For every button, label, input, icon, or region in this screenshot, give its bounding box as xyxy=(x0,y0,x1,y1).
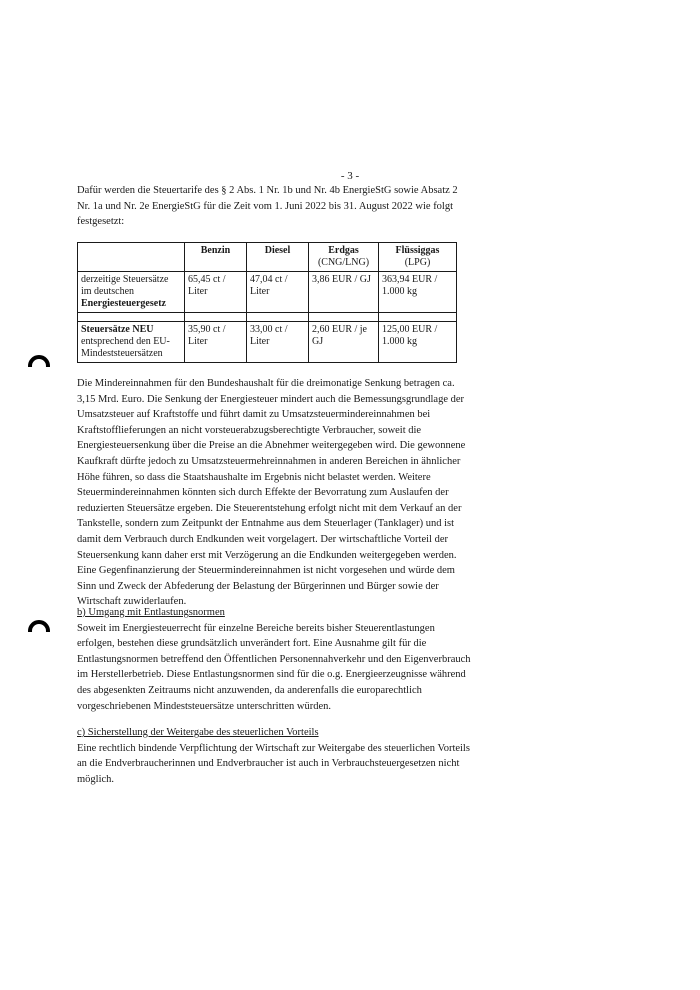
cell-new-diesel: 33,00 ct / Liter xyxy=(247,322,309,363)
cell-current-erdgas: 3,86 EUR / GJ xyxy=(309,272,379,313)
row-label-current-text: derzeitige Steuersätze im deutschen xyxy=(81,274,169,297)
table-header-erdgas xyxy=(309,243,379,272)
cell-current-benzin: 65,45 ct / Liter xyxy=(185,272,247,313)
revenue-paragraph xyxy=(77,376,472,610)
cell-current-fluessiggas: 363,94 EUR / 1.000 kg xyxy=(379,272,457,313)
revenue-text: Die Mindereinnahmen für den Bundeshaushalt für die dreimonatige Senkung betragen ca. 3,15 Mrd. Euro. Die Senkung der Energiesteuer mindert auch die Bemessungsgrundlage der Umsatzsteuer auf Kraftstoffe und führt damit zu Umsatzsteuermindereinnahmen bei Kraftstofflieferungen an nicht vorsteuerabzugsberechtigte Verbraucher, soweit die Energiesteuersenkung über die Preise an die Abnehmer weitergegeben wird. Die gewonnene Kaufkraft dürfte jedoch zu Umsatzsteuermehreinnahmen in anderen Bereichen in ähnlicher Höhe führen, so dass die Staatshaushalte im Ergebnis nicht belastet werden. Weitere Steuermindereinnahmen könnten sich durch Effekte der Bevorratung zum Auslaufen der reduzierten Steuersätze ergeben. Die Steuerentstehung erfolgt nicht mit dem Verkauf an der Tankstelle, sondern zum Zeitpunkt der Entnahme aus dem Steuerlager (Tanklager) und ist damit dem Verbrauch durch Endkunden weit vorgelagert. Der wirtschaftliche Vorteil der Steuersenkung kann daher erst mit Verzögerung an die Endkunden weitergegeben werden. Eine Gegenfinanzierung der Steuermindereinnahmen ist nicht vorgesehen und würde dem Sinn und Zweck der Abfederung der Belastung der Bürgerinnen und Bürger sowie der Wirtschaft zuwiderlaufen. xyxy=(77,378,466,608)
punch-hole-mark xyxy=(28,620,50,632)
table-header-fluessiggas xyxy=(379,243,457,272)
spacer-cell xyxy=(309,313,379,322)
spacer-cell xyxy=(185,313,247,322)
table-header-benzin: Benzin xyxy=(185,243,247,272)
table-row xyxy=(78,322,457,363)
section-c-body: Eine rechtlich bindende Verpflichtung der Wirtschaft zur Weitergabe des steuerlichen Vorteils an die Endverbraucherinnen und Endverbraucher ist auch in Verbrauchsteuergesetzen nicht möglich. xyxy=(77,742,470,785)
table-header-empty xyxy=(78,243,185,272)
row-label-new-text: entsprechend den EU-Mindeststeuersätzen xyxy=(81,336,170,359)
section-c-heading: c) Sicherstellung der Weitergabe des steuerlichen Vorteils xyxy=(77,727,319,738)
table-header-row xyxy=(78,243,457,272)
spacer-cell xyxy=(78,313,185,322)
tax-rate-table xyxy=(77,242,457,363)
section-c xyxy=(77,725,472,787)
page-number: - 3 - xyxy=(340,170,360,182)
cell-current-diesel: 47,04 ct / Liter xyxy=(247,272,309,313)
section-b-heading: b) Umgang mit Entlastungsnormen xyxy=(77,607,225,618)
row-label-current-law: Energiesteuergesetz xyxy=(81,298,166,309)
fluessiggas-sub-label: (LPG) xyxy=(404,257,431,268)
row-label-current xyxy=(78,272,185,313)
section-b-body: Soweit im Energiesteuerrecht für einzelne Bereiche bereits bisher Steuerentlastungen erfolgen, bestehen diese grundsätzlich unverändert fort. Eine Ausnahme gilt für die Entlastungsnormen betreffend den Öffentlichen Personennahverkehr und den Eigenverbrauch im Herstellerbetrieb. Diese Entlastungsnormen sind für die o.g. Energieerzeugnisse während des abgesenkten Zeitraums nicht anzuwenden, da anderenfalls die europarechtlich vorgeschriebenen Mindeststeuersätze unterschritten würden. xyxy=(77,622,471,712)
cell-new-benzin: 35,90 ct / Liter xyxy=(185,322,247,363)
intro-paragraph xyxy=(77,183,472,230)
table-spacer-row xyxy=(78,313,457,322)
cell-new-fluessiggas: 125,00 EUR / 1.000 kg xyxy=(379,322,457,363)
punch-hole-mark xyxy=(28,355,50,367)
row-label-new-title: Steuersätze NEU xyxy=(81,324,154,335)
intro-text: Dafür werden die Steuertarife des § 2 Abs. 1 Nr. 1b und Nr. 4b EnergieStG sowie Absatz 2 Nr. 1a und Nr. 2e EnergieStG für die Zeit vom 1. Juni 2022 bis 31. August 2022 wie folgt festgesetzt: xyxy=(77,185,458,228)
section-b xyxy=(77,605,472,714)
erdgas-sub-label: (CNG/LNG) xyxy=(317,257,370,268)
erdgas-label: Erdgas xyxy=(328,245,359,256)
spacer-cell xyxy=(379,313,457,322)
fluessiggas-label: Flüssiggas xyxy=(395,245,440,256)
spacer-cell xyxy=(247,313,309,322)
table-header-diesel: Diesel xyxy=(247,243,309,272)
cell-new-erdgas: 2,60 EUR / je GJ xyxy=(309,322,379,363)
row-label-new xyxy=(78,322,185,363)
table-row xyxy=(78,272,457,313)
